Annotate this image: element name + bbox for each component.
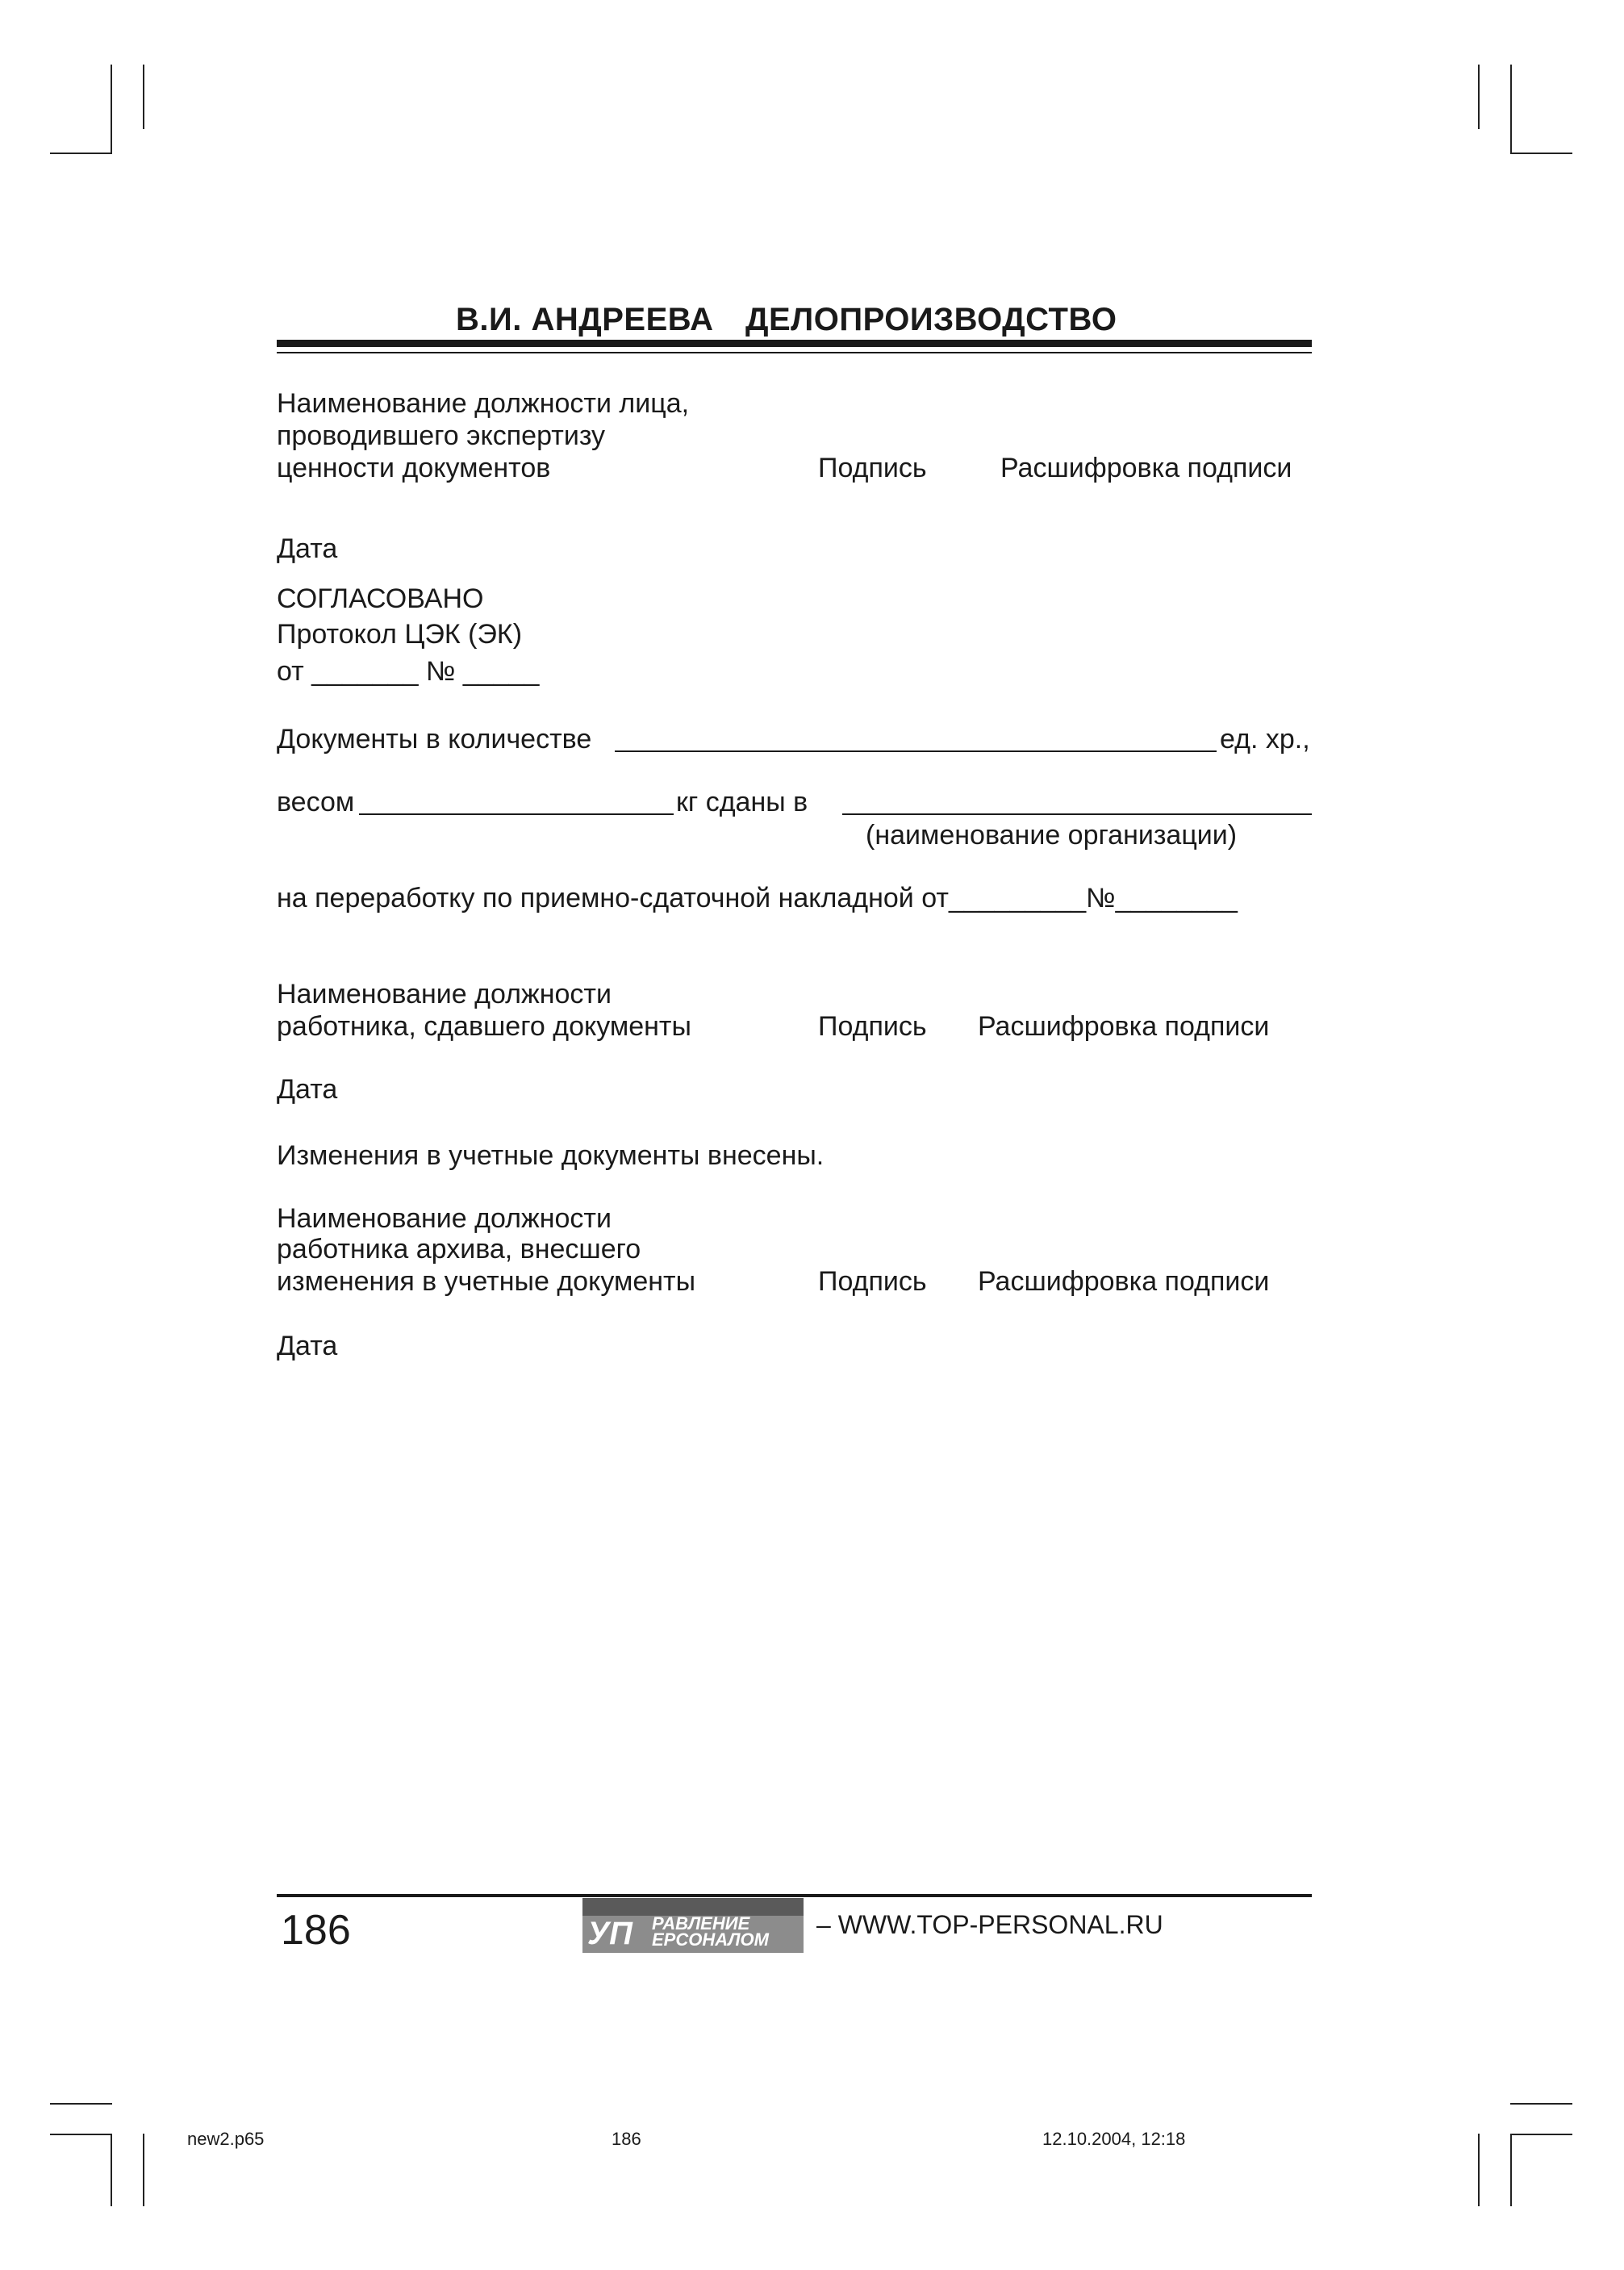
docs-weight-text: кг сданы в <box>676 787 808 817</box>
crop-mark <box>1510 2134 1572 2135</box>
position-label-line: Наименование должности <box>277 1203 612 1234</box>
slug-file: new2.p65 <box>187 2129 265 2149</box>
org-caption: (наименование организации) <box>866 820 1238 851</box>
signature-decode-label: Расшифровка подписи <box>978 1266 1270 1297</box>
publisher-logo <box>582 1898 804 1953</box>
crop-mark <box>111 65 112 153</box>
signature-decode-label: Расшифровка подписи <box>978 1011 1270 1042</box>
logo-mark-icon: УП <box>587 1916 632 1951</box>
site-url: – WWW.TOP-PERSONAL.RU <box>816 1910 1163 1939</box>
signature-label: Подпись <box>818 1011 927 1042</box>
crop-mark <box>1478 65 1480 129</box>
slug-datetime: 12.10.2004, 12:18 <box>1042 2129 1186 2149</box>
position-label-line: ценности документов <box>277 453 551 483</box>
protocol-label: Протокол ЦЭК (ЭК) <box>277 619 523 650</box>
position-label-line: работника архива, внесшего <box>277 1234 641 1265</box>
crop-mark <box>1510 2134 1512 2206</box>
crop-mark <box>111 2134 112 2206</box>
docs-weight-blank <box>359 813 674 815</box>
org-blank <box>842 813 1312 815</box>
recycling-line: на переработку по приемно-сдаточной накладной от_________№________ <box>277 883 1238 913</box>
docs-count-blank <box>615 750 1217 752</box>
docs-count-unit: ед. хр., <box>1220 724 1310 755</box>
crop-mark <box>1478 2134 1480 2206</box>
logo-word: РАВЛЕНИЕ <box>652 1913 750 1933</box>
crop-mark <box>143 65 144 129</box>
crop-mark <box>50 2103 112 2105</box>
header-rule-thin <box>277 352 1312 353</box>
footer-rule <box>277 1894 1312 1897</box>
position-label-line: проводившего экспертизу <box>277 420 606 451</box>
logo-word: ЕРСОНАЛОМ <box>652 1929 769 1950</box>
docs-count-label: Документы в количестве <box>277 724 592 755</box>
crop-mark <box>50 153 112 154</box>
date-label: Дата <box>277 533 338 564</box>
page-number: 186 <box>281 1907 351 1954</box>
position-label-line: работника, сдавшего документы <box>277 1011 691 1042</box>
agreed-title: СОГЛАСОВАНО <box>277 583 484 614</box>
header-rule-thick <box>277 340 1312 347</box>
crop-mark <box>1510 65 1512 153</box>
date-label: Дата <box>277 1331 338 1361</box>
header-author: В.И. АНДРЕЕВА <box>456 302 714 337</box>
header-title: ДЕЛОПРОИЗВОДСТВО <box>745 302 1117 337</box>
position-label-line: Наименование должности <box>277 979 612 1010</box>
signature-label: Подпись <box>818 453 927 483</box>
slug-page: 186 <box>612 2129 641 2149</box>
crop-mark <box>143 2134 144 2206</box>
date-label: Дата <box>277 1074 338 1105</box>
crop-mark <box>1510 2103 1572 2105</box>
position-label-line: изменения в учетные документы <box>277 1266 696 1297</box>
crop-mark <box>1510 153 1572 154</box>
protocol-from: от _______ № _____ <box>277 656 540 687</box>
signature-decode-label: Расшифровка подписи <box>1000 453 1292 483</box>
position-label-line: Наименование должности лица, <box>277 388 690 419</box>
signature-label: Подпись <box>818 1266 927 1297</box>
crop-mark <box>50 2134 112 2135</box>
changes-statement: Изменения в учетные документы внесены. <box>277 1140 825 1171</box>
docs-weight-label: весом <box>277 787 355 817</box>
